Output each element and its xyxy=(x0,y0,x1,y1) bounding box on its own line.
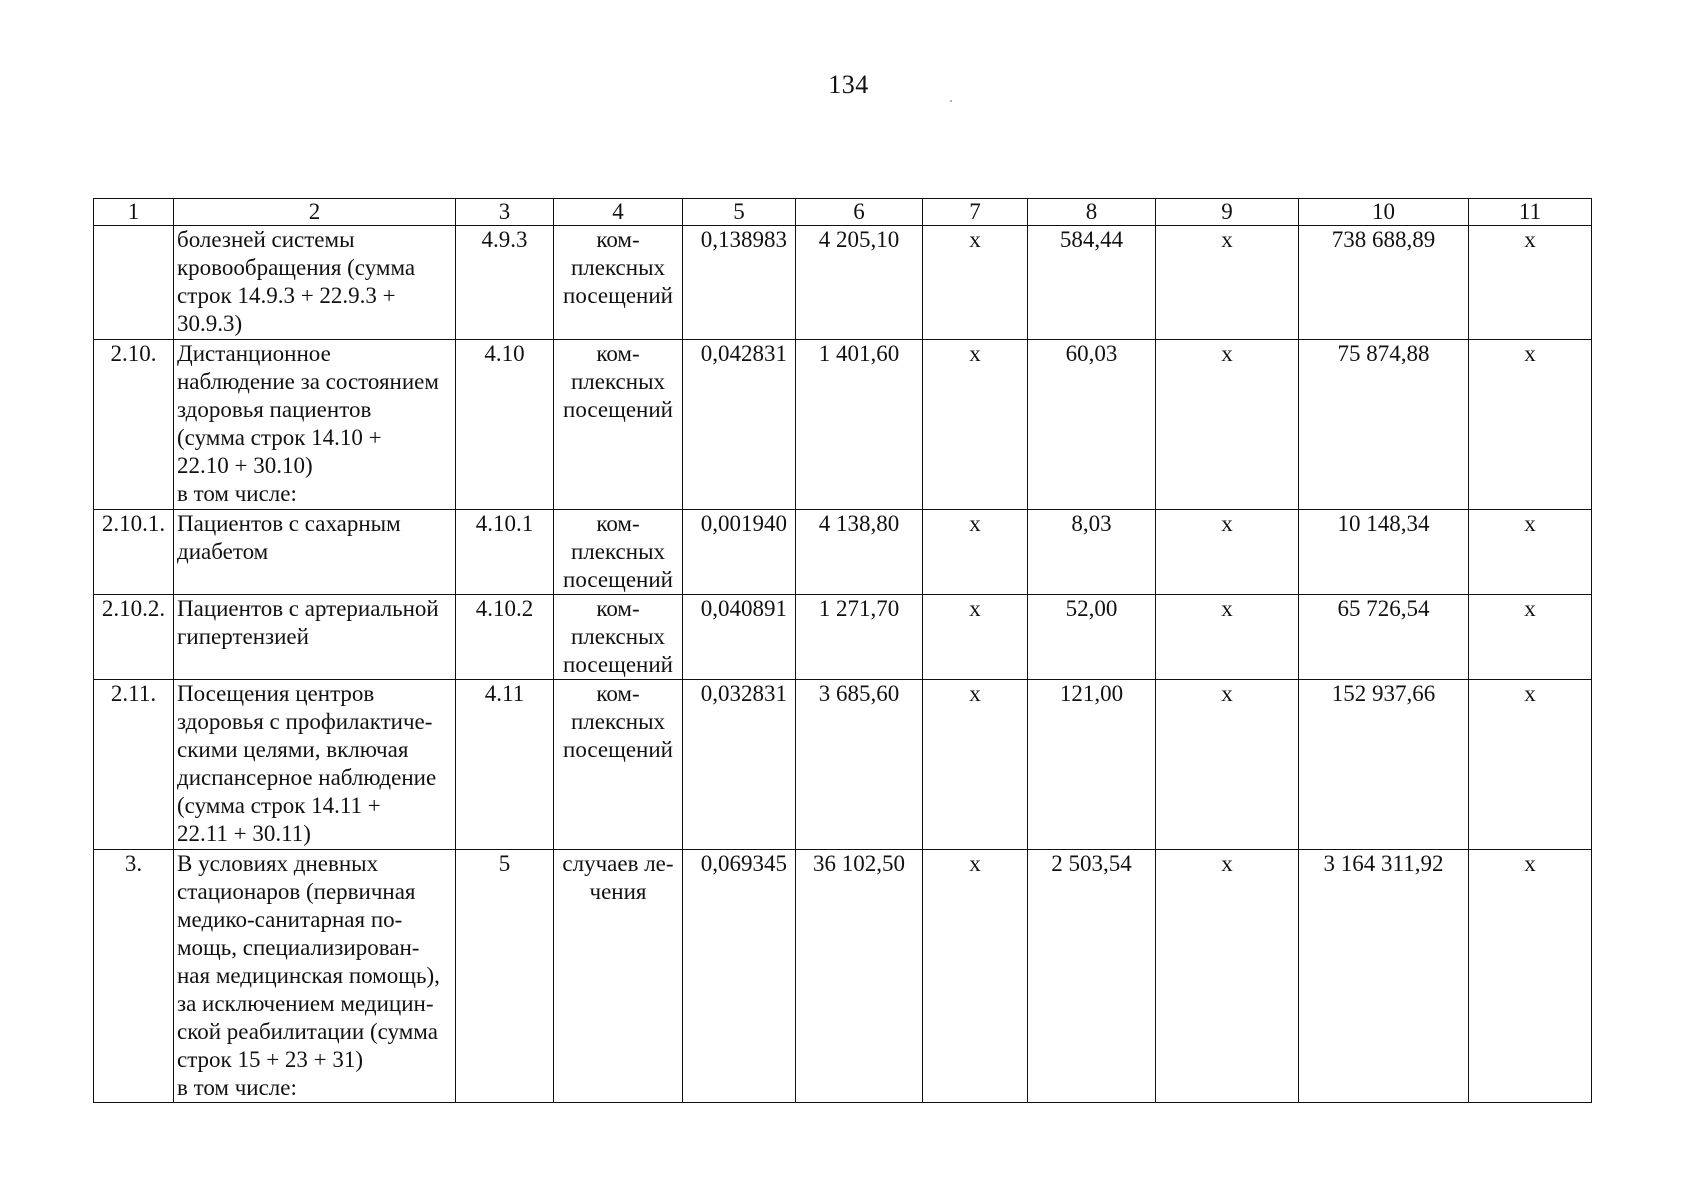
col-number-8: 8 xyxy=(1028,199,1156,226)
row-number: 2.10.1. xyxy=(94,510,174,595)
cell-col8: 121,00 xyxy=(1028,680,1156,850)
cell-col5: 0,032831 xyxy=(683,680,796,850)
cell-col8: 52,00 xyxy=(1028,595,1156,680)
cell-col11: х xyxy=(1469,340,1592,510)
row-unit: ком- плексных посещений xyxy=(554,595,683,680)
cell-col7: х xyxy=(923,850,1028,1103)
row-code: 5 xyxy=(456,850,554,1103)
cell-col8: 60,03 xyxy=(1028,340,1156,510)
row-code: 4.10.2 xyxy=(456,595,554,680)
col-number-2: 2 xyxy=(174,199,456,226)
cell-col10: 3 164 311,92 xyxy=(1299,850,1469,1103)
row-unit: случаев ле- чения xyxy=(554,850,683,1103)
cell-col9: х xyxy=(1156,850,1299,1103)
row-name: Пациентов с сахарным диабетом xyxy=(174,510,456,595)
row-name: Пациентов с артериальной гипертензией xyxy=(174,595,456,680)
col-number-5: 5 xyxy=(683,199,796,226)
col-number-1: 1 xyxy=(94,199,174,226)
cell-col6: 4 205,10 xyxy=(796,226,923,340)
cell-col5: 0,001940 xyxy=(683,510,796,595)
col-number-11: 11 xyxy=(1469,199,1592,226)
row-number: 2.10. xyxy=(94,340,174,510)
row-code: 4.11 xyxy=(456,680,554,850)
col-number-10: 10 xyxy=(1299,199,1469,226)
row-code: 4.9.3 xyxy=(456,226,554,340)
cell-col10: 65 726,54 xyxy=(1299,595,1469,680)
cell-col9: х xyxy=(1156,595,1299,680)
row-name: Дистанционное наблюдение за состоянием здоровья пациентов (сумма строк 14.10 + 22.10 + 30.10) в том числе: xyxy=(174,340,456,510)
table-row xyxy=(94,226,1592,340)
cell-col11: х xyxy=(1469,226,1592,340)
row-name: В условиях дневных стационаров (первичная медико-санитарная по- мощь, специализирован- ная медицинская помощь), за исключением медицин- ской реабилитации (сумма строк 15 + 23 + 31) в том числе: xyxy=(174,850,456,1103)
data-table xyxy=(93,198,1592,1103)
cell-col8: 2 503,54 xyxy=(1028,850,1156,1103)
col-number-3: 3 xyxy=(456,199,554,226)
cell-col5: 0,069345 xyxy=(683,850,796,1103)
cell-col11: х xyxy=(1469,510,1592,595)
cell-col11: х xyxy=(1469,850,1592,1103)
cell-col7: х xyxy=(923,595,1028,680)
col-number-6: 6 xyxy=(796,199,923,226)
cell-col6: 3 685,60 xyxy=(796,680,923,850)
row-unit: ком- плексных посещений xyxy=(554,340,683,510)
cell-col7: х xyxy=(923,510,1028,595)
row-name: Посещения центров здоровья с профилактиче- скими целями, включая диспансерное наблюдение (сумма строк 14.11 + 22.11 + 30.11) xyxy=(174,680,456,850)
table-row xyxy=(94,680,1592,850)
cell-col6: 1 271,70 xyxy=(796,595,923,680)
cell-col5: 0,040891 xyxy=(683,595,796,680)
scan-speck xyxy=(950,100,952,102)
row-unit: ком- плексных посещений xyxy=(554,680,683,850)
col-number-9: 9 xyxy=(1156,199,1299,226)
table-row xyxy=(94,850,1592,1103)
row-unit: ком- плексных посещений xyxy=(554,510,683,595)
cell-col6: 4 138,80 xyxy=(796,510,923,595)
cell-col10: 738 688,89 xyxy=(1299,226,1469,340)
cell-col6: 1 401,60 xyxy=(796,340,923,510)
row-number: 3. xyxy=(94,850,174,1103)
table-row xyxy=(94,340,1592,510)
cell-col5: 0,042831 xyxy=(683,340,796,510)
cell-col10: 152 937,66 xyxy=(1299,680,1469,850)
row-code: 4.10 xyxy=(456,340,554,510)
table-row xyxy=(94,595,1592,680)
cell-col10: 75 874,88 xyxy=(1299,340,1469,510)
cell-col5: 0,138983 xyxy=(683,226,796,340)
row-number xyxy=(94,226,174,340)
cell-col8: 584,44 xyxy=(1028,226,1156,340)
cell-col9: х xyxy=(1156,340,1299,510)
row-number: 2.11. xyxy=(94,680,174,850)
cell-col8: 8,03 xyxy=(1028,510,1156,595)
cell-col6: 36 102,50 xyxy=(796,850,923,1103)
row-code: 4.10.1 xyxy=(456,510,554,595)
cell-col11: х xyxy=(1469,595,1592,680)
cell-col7: х xyxy=(923,226,1028,340)
table-row xyxy=(94,510,1592,595)
cell-col7: х xyxy=(923,680,1028,850)
cell-col7: х xyxy=(923,340,1028,510)
page-number: 134 xyxy=(828,70,869,99)
col-number-4: 4 xyxy=(554,199,683,226)
cell-col9: х xyxy=(1156,226,1299,340)
cell-col10: 10 148,34 xyxy=(1299,510,1469,595)
cell-col9: х xyxy=(1156,510,1299,595)
column-number-row xyxy=(94,199,1592,226)
cell-col11: х xyxy=(1469,680,1592,850)
row-unit: ком- плексных посещений xyxy=(554,226,683,340)
col-number-7: 7 xyxy=(923,199,1028,226)
cell-col9: х xyxy=(1156,680,1299,850)
row-number: 2.10.2. xyxy=(94,595,174,680)
row-name: болезней системы кровообращения (сумма строк 14.9.3 + 22.9.3 + 30.9.3) xyxy=(174,226,456,340)
